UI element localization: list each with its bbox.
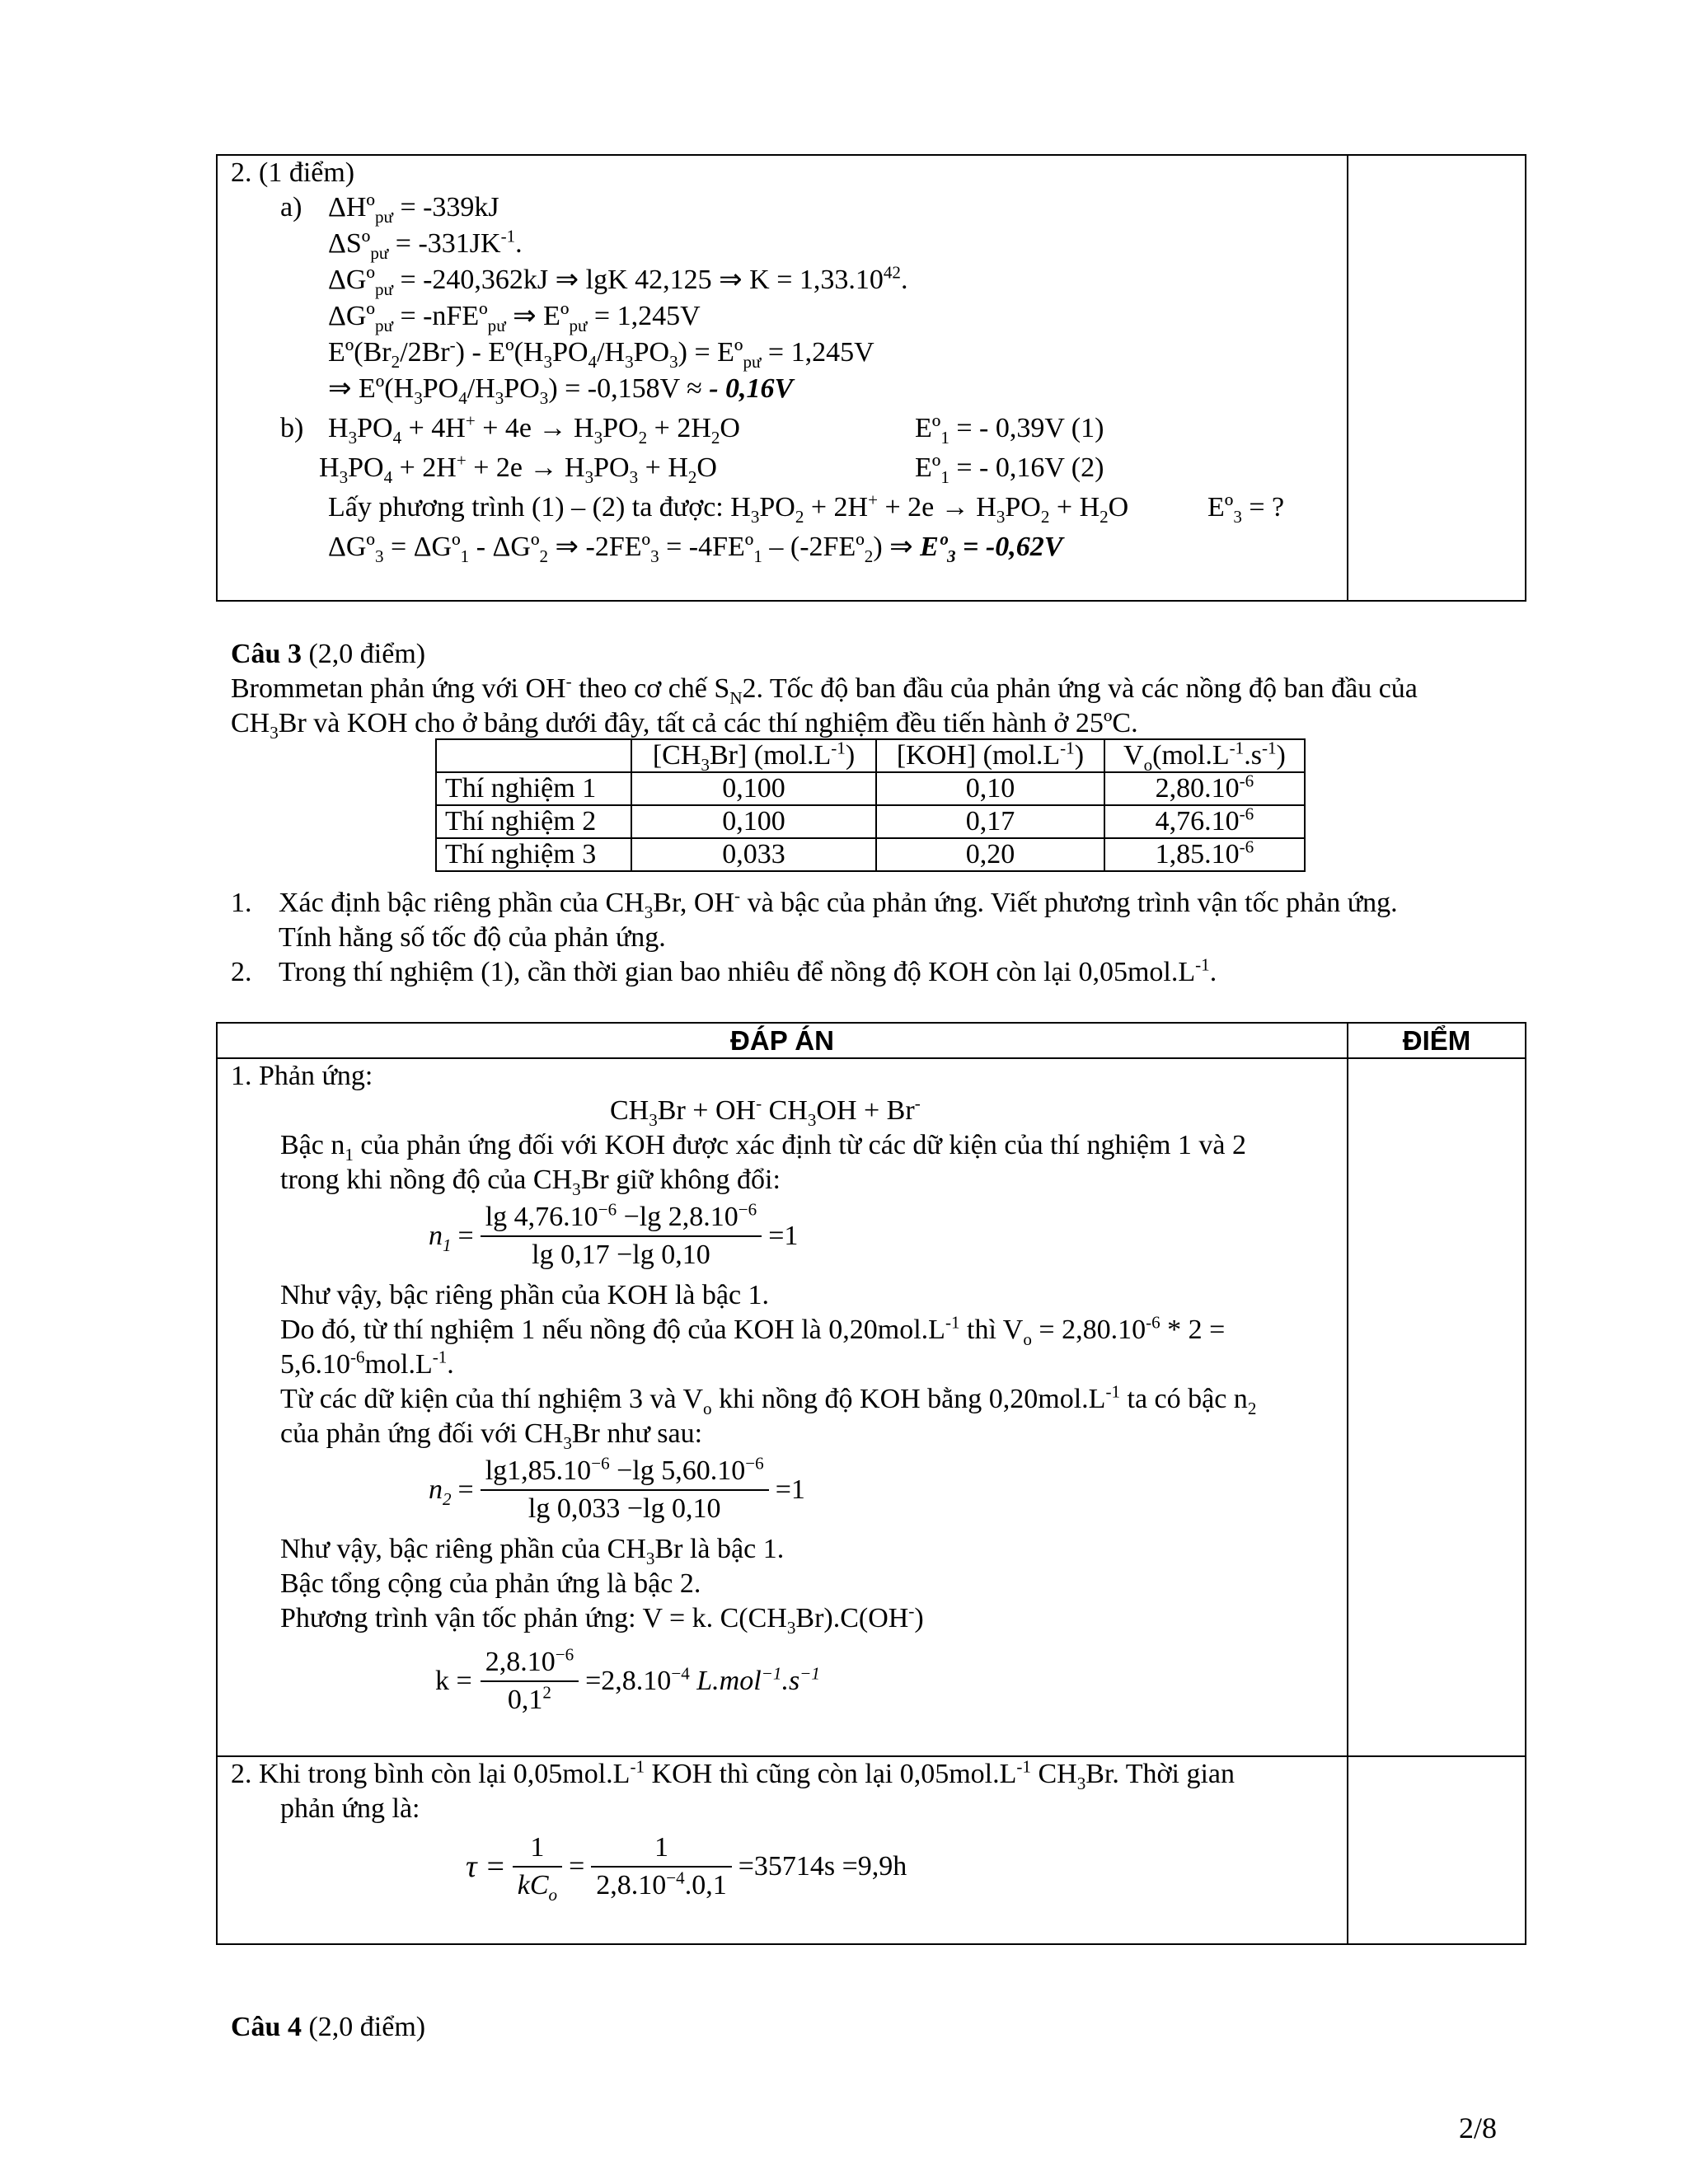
reaction-2: $H_3PO_4 + 2H^+ + 2e \to H_3PO_3 + H_2O$	[319, 450, 717, 487]
answer-1-line-1: Bậc $n_1$ của phản ứng đối với KOH được xác định từ các dữ kiện của thí nghiệm 1 và 2	[280, 1130, 1247, 1165]
answer-1-line-10: Phương trình vận tốc phản ứng: V = k. $C(CH_3Br).C(OH^-)$	[280, 1601, 924, 1638]
answer-1-line-7: của phản ứng đối với $CH_3Br$ như sau:	[280, 1418, 703, 1453]
reaction-1-potential: Eº$_1$ = - 0,39V (1)	[915, 413, 1104, 448]
order-formula-n2: $n_2$ = $\frac{\lg 1,85.10^{-6} -\lg 5,60.10^{-6}}{\lg 0,033 -\lg 0,10}$ =1	[429, 1449, 812, 1531]
question-3-title: Câu 3 (2,0 điểm)	[231, 639, 426, 669]
table-cell: 0,100	[631, 772, 876, 805]
answer-table-divider	[1347, 1022, 1348, 1945]
answer-1-line-4: Do đó, từ thí nghiệm 1 nếu nồng độ của KOH là $0,20mol.L^{-1}$ thì $V_o = 2,80.10^{-6} * 2$ =	[280, 1312, 1226, 1349]
page-number: 2/8	[1459, 2111, 1498, 2144]
table-cell-label: Thí nghiệm 1	[436, 772, 631, 805]
table-cell: 0,033	[631, 838, 876, 871]
reaction-2-potential: Eº$_1$ = - 0,16V (2)	[915, 452, 1104, 487]
answer-1-line-8: Như vậy, bậc riêng phần của $CH_3Br$ là bậc 1.	[280, 1534, 785, 1568]
table-header-koh: [KOH] $(mol.L^{-1})$	[876, 739, 1104, 772]
potential-result-line: ⇒ $Eº(H_3PO_4/H_3PO_3) = -0,158V$ ≈ - 0,16V	[328, 373, 794, 408]
answer-1-line-9: Bậc tổng cộng của phản ứng là bậc 2.	[280, 1568, 701, 1599]
table-cell: 0,17	[876, 805, 1104, 838]
table-cell: 0,20	[876, 838, 1104, 871]
score-header: ĐIỂM	[1402, 1025, 1471, 1056]
answer-table-row-border	[216, 1755, 1526, 1757]
gibbs-combination-line: ΔGº$_3$ = ΔGº$_1$ - ΔGº$_2$ ⇒ -2FEº$_3$ = -4FEº$_1$ – (-2FEº$_2$) ⇒ Eº$_3$ = -0,62V	[328, 532, 1063, 566]
answer-2-line-1: 2. Khi trong bình còn lại $0,05mol.L^{-1}$ KOH thì cũng còn lại $0,05mol.L^{-1}$ $CH_3Br$. Thời gian	[231, 1756, 1235, 1793]
question-4-title: Câu 4 (2,0 điểm)	[231, 2012, 426, 2042]
table-header-row	[436, 739, 1305, 772]
table-header-empty	[436, 739, 631, 772]
table-cell: 0,10	[876, 772, 1104, 805]
question-3-item-1-line-1: Xác định bậc riêng phần của $CH_3Br$, OH- và bậc của phản ứng. Viết phương trình vận tốc phản ứng.	[279, 885, 1398, 922]
table-row	[436, 838, 1305, 871]
combined-reaction-potential: Eº$_3$ = ?	[1207, 492, 1285, 527]
item2-title: 2. (1 điểm)	[231, 157, 355, 188]
gibbs-line: ΔGº$_{pư}$ = -240,362kJ ⇒ lgK 42,125 ⇒ $K = 1,33.10^{42}$.	[328, 262, 908, 299]
part-b-label: b)	[280, 413, 304, 443]
question-3-paragraph-line-1: Brommetan phản ứng với OH- theo cơ chế $S_N2$. Tốc độ ban đầu của phản ứng và các nồng độ ban đầu của	[231, 671, 1418, 708]
reaction-time-fraction-1: $\frac{1}{kC_o}$	[513, 1830, 562, 1904]
order-formula-n1: $n_1$ = $\frac{\lg 4,76.10^{-6} -\lg 2,8.10^{-6}}{\lg 0,17 -\lg 0,10}$ =1	[429, 1195, 804, 1277]
reaction-time-formula: τ = $\frac{1}{kC_o}$ = $\frac{1}{2,8.10^{-4}.0,1}$ =35714s =9,9h	[466, 1825, 913, 1908]
entropy-line: ΔSº$_{pư}$ = $-331JK^{-1}$.	[328, 226, 523, 263]
table-row	[436, 772, 1305, 805]
question-3-item-2-number: 2.	[231, 957, 252, 987]
table-cell: $1,85.10^{-6}$	[1104, 838, 1305, 871]
gibbs-emf-line: ΔGº$_{pư}$ = -nFEº$_{pư}$ ⇒ Eº$_{pư}$ = 1,245V	[328, 301, 701, 335]
answer-box-part2-divider	[1347, 154, 1348, 602]
table-header-rate: $V_o(mol.L^{-1}.s^{-1})$	[1104, 739, 1305, 772]
answer-1-line-3: Như vậy, bậc riêng phần của KOH là bậc 1.	[280, 1280, 770, 1310]
answer-1-line-6: Từ các dữ kiện của thí nghiệm 3 và $V_o$ khi nồng độ KOH bằng $0,20mol.L^{-1}$ ta có bậc $n_2$	[280, 1381, 1257, 1418]
rate-constant-fraction: $\frac{2,8.10^{-6}}{0,1^2}$	[481, 1644, 579, 1718]
table-cell-label: Thí nghiệm 3	[436, 838, 631, 871]
table-cell-label: Thí nghiệm 2	[436, 805, 631, 838]
answer-1-reaction: $CH_3Br + OH^-$ $CH_3OH + Br^-$	[610, 1093, 921, 1130]
part-a-label: a)	[280, 192, 302, 223]
table-cell: $2,80.10^{-6}$	[1104, 772, 1305, 805]
enthalpy-line: ΔHº$_{pư}$ = -339kJ	[328, 192, 499, 227]
table-row	[436, 805, 1305, 838]
kinetics-data-table	[435, 738, 1306, 872]
table-cell: $4,76.10^{-6}$	[1104, 805, 1305, 838]
answer-1-line-5: $5,6.10^{-6}mol.L^{-1}$.	[280, 1347, 454, 1380]
reaction-time-fraction-2: $\frac{1}{2,8.10^{-4}.0,1}$	[591, 1830, 731, 1904]
table-header-ch3br: $[CH_3Br]$ $(mol.L^{-1})$	[631, 739, 876, 772]
answer-header: ĐÁP ÁN	[730, 1025, 834, 1056]
table-cell: 0,100	[631, 805, 876, 838]
reaction-1: $H_3PO_4 + 4H^+ + 4e \to H_3PO_2 + 2H_2O$	[328, 410, 740, 448]
answer-1-title: 1. Phản ứng:	[231, 1061, 373, 1091]
question-3-item-2: Trong thí nghiệm (1), cần thời gian bao nhiêu để nồng độ KOH còn lại $0,05mol.L^{-1}$.	[279, 954, 1217, 987]
answer-2-line-2: phản ứng là:	[280, 1793, 420, 1824]
question-3-paragraph-line-2: $CH_3Br$ và KOH cho ở bảng dưới đây, tất cả các thí nghiệm đều tiến hành ở 25ºC.	[231, 708, 1138, 743]
question-3-item-1-number: 1.	[231, 888, 252, 918]
combined-reaction: Lấy phương trình (1) – (2) ta được: $H_3PO_2 + 2H^+ + 2e \to H_3PO_2 + H_2O$	[328, 490, 1129, 527]
order-fraction-n1: $\frac{\lg 4,76.10^{-6} -\lg 2,8.10^{-6}}{\lg 0,17 -\lg 0,10}$	[481, 1199, 762, 1273]
potential-difference-line: $Eº(Br_2/2Br^-)$ - $Eº(H_3PO_4/H_3PO_3)$ = Eº$_{pư}$ = 1,245V	[328, 335, 874, 372]
rate-constant-formula: k = $\frac{2,8.10^{-6}}{0,1^2}$ $=2,8.10^{-4}$ $L.mol^{-1}.s^{-1}$	[435, 1640, 827, 1722]
question-3-item-1-line-2: Tính hằng số tốc độ của phản ứng.	[279, 922, 666, 953]
answer-1-line-2: trong khi nồng độ của $CH_3Br$ giữ không đổi:	[280, 1165, 781, 1199]
order-fraction-n2: $\frac{\lg 1,85.10^{-6} -\lg 5,60.10^{-6}}{\lg 0,033 -\lg 0,10}$	[481, 1453, 769, 1527]
